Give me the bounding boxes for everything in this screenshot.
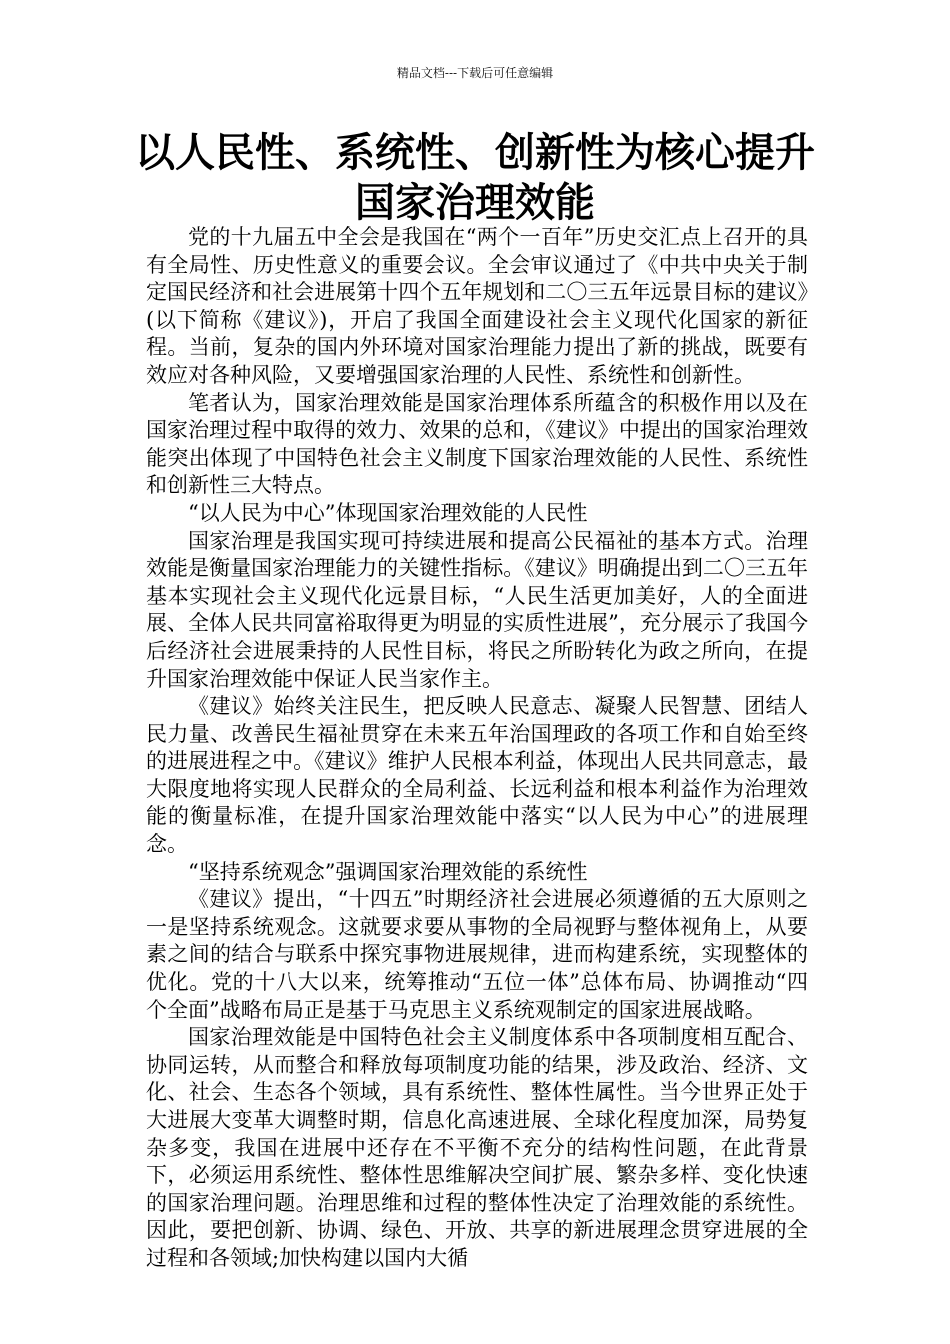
section-heading-people: “以人民为中心”体现国家治理效能的人民性 [188,500,588,525]
paragraph-intro: 党的十九届五中全会是我国在“两个一百年”历史交汇点上召开的具有全局性、历史性意义的重要会议。全会审议通过了《中共中央关于制定国民经济和社会进展第十四个五年规划和二〇三五年远景目标的建议》(以下简称《建议》)，开启了我国全面建设社会主义现代化国家的新征程。当前，复杂的国内外环境对国家治理能力提出了新的挑战，既要有效应对各种风险，又要增强国家治理的人民性、系统性和创新性。 [146,225,808,387]
title-line-2: 国家治理效能 [355,180,595,226]
paragraph-system-1: 《建议》提出，“十四五”时期经济社会进展必须遵循的五大原则之一是坚持系统观念。这就要求要从事物的全局视野与整体视角上，从要素之间的结合与联系中探究事物进展规律，进而构建系统，实现整体的优化。党的十八大以来，统筹推动“五位一体”总体布局、协调推动“四个全面”战略布局正是基于马克思主义系统观制定的国家进展战略。 [146,887,808,1022]
paragraph-author-view: 笔者认为，国家治理效能是国家治理体系所蕴含的积极作用以及在国家治理过程中取得的效力、效果的总和，《建议》中提出的国家治理效能突出体现了中国特色社会主义制度下国家治理效能的人民性、系统性和创新性三大特点。 [146,390,808,498]
section-heading-system: “坚持系统观念”强调国家治理效能的系统性 [188,859,588,884]
paragraph-people-2: 《建议》始终关注民生，把反映人民意志、凝聚人民智慧、团结人民力量、改善民生福祉贯穿在未来五年治国理政的各项工作和自始至终的进展进程之中。《建议》维护人民根本利益，体现出人民共同意志，最大限度地将实现人民群众的全局利益、长远利益和根本利益作为治理效能的衡量标准，在提升国家治理效能中落实“以人民为中心”的进展理念。 [146,694,808,857]
document-body [146,224,808,1273]
paragraph-system-2: 国家治理效能是中国特色社会主义制度体系中各项制度相互配合、协同运转，从而整合和释放每项制度功能的结果，涉及政治、经济、文化、社会、生态各个领域，具有系统性、整体性属性。当今世界正处于大进展大变革大调整时期，信息化高速进展、全球化程度加深，局势复杂多变，我国在进展中还存在不平衡不充分的结构性问题，在此背景下，必须运用系统性、整体性思维解决空间扩展、繁杂多样、变化快速的国家治理问题。治理思维和过程的整体性决定了治理效能的系统性。因此，要把创新、协调、绿色、开放、共享的新进展理念贯穿进展的全过程和各领域;加快构建以国内大循 [146,1025,808,1270]
header-note: 精品文档---下载后可任意编辑 [396,66,554,80]
paragraph-people-1: 国家治理是我国实现可持续进展和提高公民福祉的基本方式。治理效能是衡量国家治理能力的关键性指标。《建议》明确提出到二〇三五年基本实现社会主义现代化远景目标，“人民生活更加美好，人的全面进展、全体人民共同富裕取得更为明显的实质性进展”，充分展示了我国今后经济社会进展秉持的人民性目标，将民之所盼转化为政之所向，在提升国家治理效能中保证人民当家作主。 [146,528,808,691]
title-line-1: 以人民性、系统性、创新性为核心提升 [135,130,815,176]
document-title [130,128,820,228]
